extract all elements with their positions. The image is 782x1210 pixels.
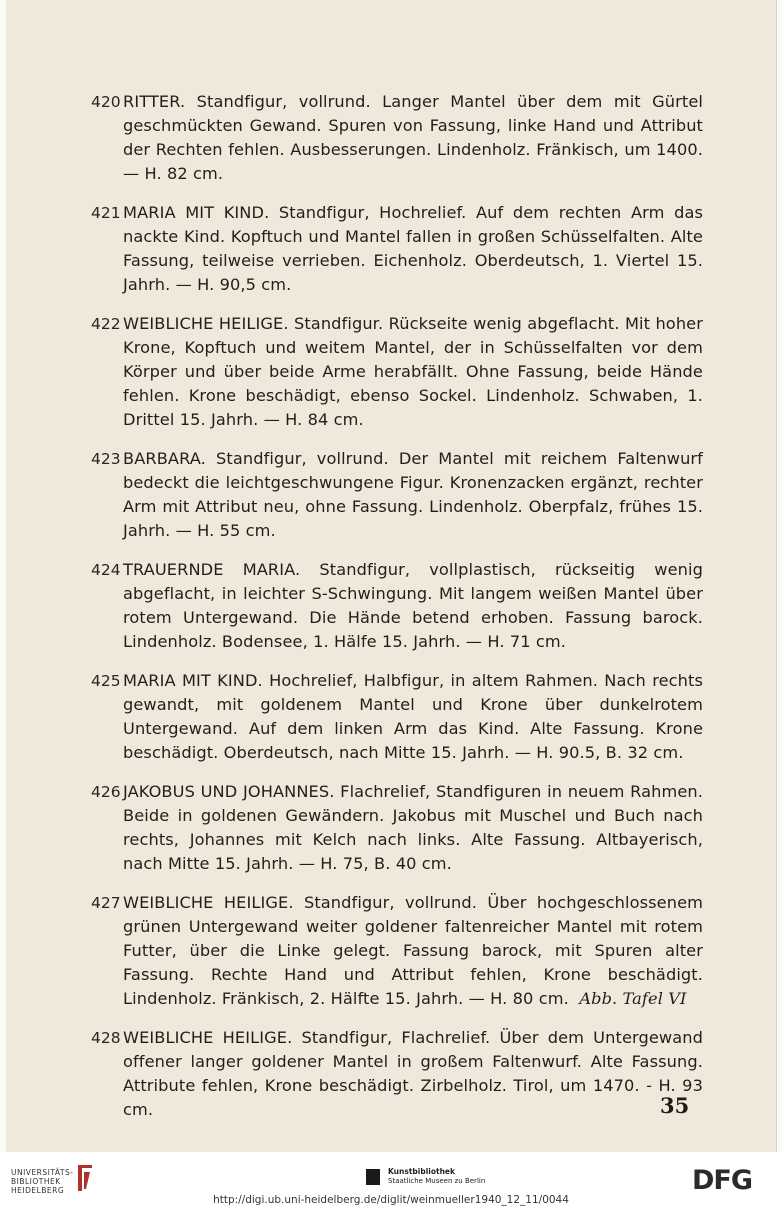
catalog-entry bbox=[91, 1026, 703, 1122]
entry-number: 428 bbox=[91, 1029, 121, 1047]
catalog-entry bbox=[91, 780, 703, 876]
catalog-entry bbox=[91, 558, 703, 654]
catalog-entries bbox=[91, 90, 703, 1137]
entry-text: RITTER. Standfigur, vollrund. Langer Mantel über dem mit Gürtel geschmückten Gewand. Spuren von Fassung, linke Hand und Attribut der Rechten fehlen. Ausbesserungen. Lindenholz. Fränkisch, um 1400. — H. 82 cm. bbox=[123, 92, 703, 183]
plate-reference: Abb. Tafel VI bbox=[579, 989, 687, 1008]
entry-number: 427 bbox=[91, 894, 121, 912]
entry-number: 421 bbox=[91, 204, 121, 222]
university-logo-icon bbox=[74, 1163, 96, 1193]
entry-number: 420 bbox=[91, 93, 121, 111]
document-page bbox=[6, 0, 777, 1152]
entry-text bbox=[123, 891, 703, 1011]
entry-text: MARIA MIT KIND. Hochrelief, Halbfigur, in altem Rahmen. Nach rechts gewandt, mit goldenem Mantel und Krone über dunkelrotem Untergewand. Auf dem linken Arm das Kind. Alte Fassung. Krone beschädigt. Oberdeutsch, nach Mitte 15. Jahrh. — H. 90.5, B. 32 cm. bbox=[123, 671, 703, 762]
footer-bar bbox=[0, 1152, 782, 1210]
kunstbibliothek-logo-icon bbox=[366, 1169, 380, 1185]
entry-number: 422 bbox=[91, 315, 121, 333]
university-library-label: UNIVERSITÄTS- BIBLIOTHEK HEIDELBERG bbox=[11, 1168, 74, 1195]
entry-number: 425 bbox=[91, 672, 121, 690]
catalog-entry bbox=[91, 669, 703, 765]
entry-number: 426 bbox=[91, 783, 121, 801]
entry-number: 423 bbox=[91, 450, 121, 468]
entry-text: WEIBLICHE HEILIGE. Standfigur, Flachrelief. Über dem Untergewand offener langer goldener Mantel in großem Faltenwurf. Alte Fassung. Attribute fehlen, Krone beschädigt. Zirbelholz. Tirol, um 1470. - H. 93 cm. bbox=[123, 1028, 703, 1119]
entry-body: WEIBLICHE HEILIGE. Standfigur, vollrund. Über hochgeschlossenem grünen Untergewand weiter goldener faltenreicher Mantel mit rotem Futter, über die Linke gelegt. Fassung barock, mit Spuren alter Fassung. Rechte Hand und Attribut fehlen, Krone beschädigt. Lindenholz. Fränkisch, 2. Hälfte 15. Jahrh. — H. 80 cm. bbox=[123, 893, 703, 1008]
catalog-entry bbox=[91, 201, 703, 297]
catalog-entry bbox=[91, 447, 703, 543]
entry-text: MARIA MIT KIND. Standfigur, Hochrelief. Auf dem rechten Arm das nackte Kind. Kopftuch und Mantel fallen in großen Schüsselfalten. Alte Fassung, teilweise verrieben. Eichenholz. Oberdeutsch, 1. Viertel 15. Jahrh. — H. 90,5 cm. bbox=[123, 203, 703, 294]
catalog-entry bbox=[91, 891, 703, 1011]
entry-text: TRAUERNDE MARIA. Standfigur, vollplastisch, rückseitig wenig abgeflacht, in leichter S-Schwingung. Mit langem weißen Mantel über rotem Untergewand. Die Hände betend erhoben. Fassung barock. Lindenholz. Bodensee, 1. Hälfe 15. Jahrh. — H. 71 cm. bbox=[123, 560, 703, 651]
entry-text: JAKOBUS UND JOHANNES. Flachrelief, Standfiguren in neuem Rahmen. Beide in goldenen Gewändern. Jakobus mit Muschel und Buch nach rechts, Johannes mit Kelch nach links. Alte Fassung. Altbayerisch, nach Mitte 15. Jahrh. — H. 75, B. 40 cm. bbox=[123, 782, 703, 873]
catalog-entry bbox=[91, 312, 703, 432]
entry-text: WEIBLICHE HEILIGE. Standfigur. Rückseite wenig abgeflacht. Mit hoher Krone, Kopftuch und weitem Mantel, der in Schüsselfalten vor dem Körper und über beide Arme herabfällt. Ohne Fassung, beide Hände fehlen. Krone beschädigt, ebenso Sockel. Lindenholz. Schwaben, 1. Drittel 15. Jahrh. — H. 84 cm. bbox=[123, 314, 703, 429]
source-url-link[interactable]: http://digi.ub.uni-heidelberg.de/diglit/weinmueller1940_12_11/0044 bbox=[213, 1194, 569, 1206]
entry-text: BARBARA. Standfigur, vollrund. Der Mantel mit reichem Faltenwurf bedeckt die leichtgeschwungene Figur. Kronenzacken ergänzt, rechter Arm mit Attribut neu, ohne Fassung. Lindenholz. Oberpfalz, frühes 15. Jahrh. — H. 55 cm. bbox=[123, 449, 703, 540]
dfg-logo: DFG bbox=[692, 1165, 753, 1196]
kunstbibliothek-label: Kunstbibliothek Staatliche Museen zu Berlin bbox=[388, 1167, 486, 1185]
catalog-entry bbox=[91, 90, 703, 186]
page-number: 35 bbox=[660, 1093, 690, 1118]
entry-number: 424 bbox=[91, 561, 121, 579]
